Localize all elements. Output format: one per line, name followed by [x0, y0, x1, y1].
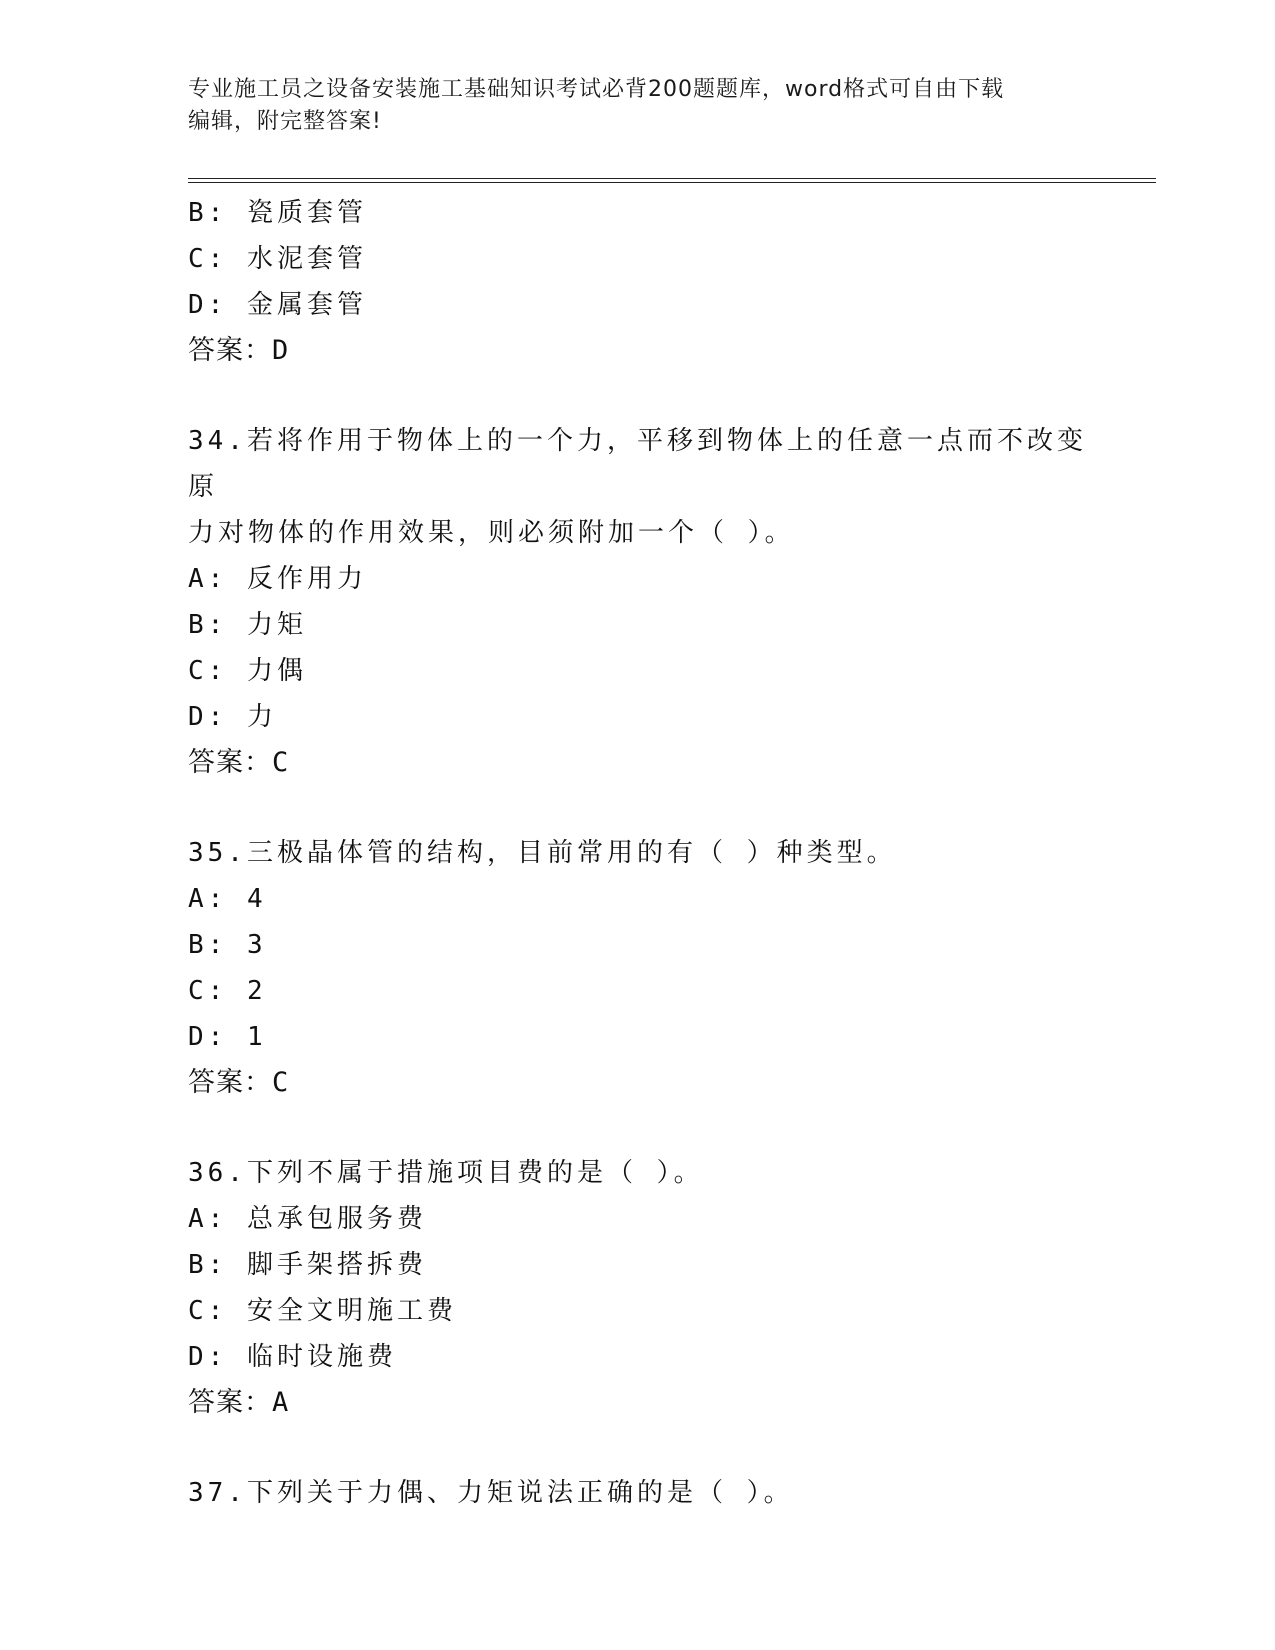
question-stem-line-1: 37.下列关于力偶、力矩说法正确的是（ ）。	[188, 1478, 794, 1508]
question-stem-line-2: 力对物体的作用效果，则必须附加一个（ ）。	[188, 518, 795, 548]
question-stem-line-1: 35.三极晶体管的结构，目前常用的有（ ）种类型。	[188, 838, 897, 868]
option-b: B: 脚手架搭拆费	[188, 1250, 427, 1280]
answer-label: 答案：	[188, 1067, 272, 1098]
answer-value: A	[272, 1387, 290, 1418]
option-b: B: 3	[188, 930, 267, 960]
question-list	[188, 190, 1088, 1560]
answer-value: C	[272, 747, 290, 778]
option-d: D: 金属套管	[188, 290, 367, 320]
header-line-1: 专业施工员之设备安装施工基础知识考试必背200题题库，word格式可自由下载	[188, 77, 1005, 102]
answer-label: 答案：	[188, 335, 272, 366]
option-a: A: 反作用力	[188, 564, 367, 594]
answer-value: D	[272, 335, 290, 366]
answer	[188, 1380, 1088, 1426]
option-a: A: 总承包服务费	[188, 1204, 427, 1234]
option-c: C: 力偶	[188, 656, 307, 686]
document-header	[188, 74, 1088, 138]
answer-label: 答案：	[188, 747, 272, 778]
answer-value: C	[272, 1067, 290, 1098]
answer-label: 答案：	[188, 1387, 272, 1418]
answer	[188, 328, 1088, 374]
option-c: C: 水泥套管	[188, 244, 367, 274]
option-c: C: 安全文明施工费	[188, 1296, 457, 1326]
question-34	[188, 418, 1088, 786]
option-c: C: 2	[188, 976, 267, 1006]
option-b: B: 瓷质套管	[188, 198, 367, 228]
answer	[188, 1060, 1088, 1106]
option-d: D: 临时设施费	[188, 1342, 397, 1372]
question-37	[188, 1470, 1088, 1516]
question-35	[188, 830, 1088, 1106]
question-stem-line-1: 34.若将作用于物体上的一个力，平移到物体上的任意一点而不改变原	[188, 426, 1087, 502]
header-line-2: 编辑，附完整答案!	[188, 109, 382, 134]
answer	[188, 740, 1088, 786]
question-33	[188, 190, 1088, 374]
option-d: D: 1	[188, 1022, 267, 1052]
option-b: B: 力矩	[188, 610, 307, 640]
header-divider	[188, 178, 1156, 183]
option-a: A: 4	[188, 884, 267, 914]
question-stem-line-1: 36.下列不属于措施项目费的是（ ）。	[188, 1158, 704, 1188]
option-d: D: 力	[188, 702, 277, 732]
question-36	[188, 1150, 1088, 1426]
